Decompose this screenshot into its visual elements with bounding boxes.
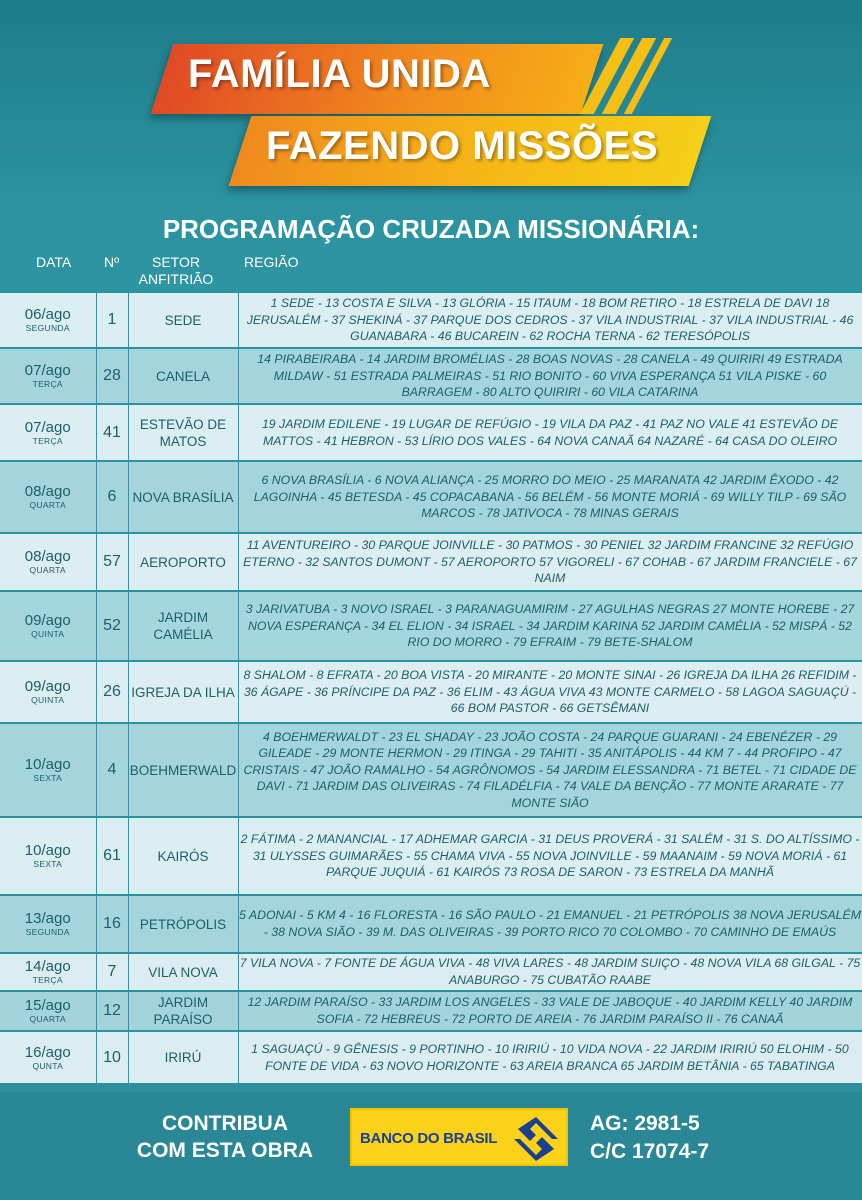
row-region: 8 SHALOM - 8 EFRATA - 20 BOA VISTA - 20 MIRANTE - 20 MONTE SINAI - 26 IGREJA DA ILHA 26 REFIDIM - 36 ÁGAPE - 36 PRÍNCIPE DA PAZ - 36 ELIM - 43 ÁGUA VIVA 43 MONTE CARMELO - 58 LAGOA SAGUAÇÚ - 66 BOM PASTOR - 66 GETSÊMANI xyxy=(238,661,862,723)
title-banner xyxy=(150,38,710,188)
row-weekday: QUARTA xyxy=(29,1014,66,1024)
schedule-row xyxy=(0,723,862,817)
row-number: 4 xyxy=(96,723,128,817)
contribute-line1: CONTRIBUA xyxy=(162,1112,288,1135)
row-host-sector: NOVA BRASÍLIA xyxy=(128,461,238,533)
row-host-sector: IGREJA DA ILHA xyxy=(128,661,238,723)
row-date-cell xyxy=(0,817,96,895)
row-weekday: SEGUNDA xyxy=(25,927,70,937)
row-date: 10/ago xyxy=(24,756,71,773)
schedule-row xyxy=(0,461,862,533)
schedule-row xyxy=(0,1031,862,1083)
row-date: 16/ago xyxy=(24,1043,71,1061)
row-date: 08/ago xyxy=(24,548,71,565)
row-host-sector: SEDE xyxy=(128,292,238,348)
row-weekday: TERÇA xyxy=(32,379,63,389)
row-date-cell xyxy=(0,533,96,591)
schedule-row xyxy=(0,404,862,461)
header-region: REGIÃO xyxy=(244,254,299,270)
row-number: 26 xyxy=(96,661,128,723)
row-host-sector: VILA NOVA xyxy=(128,953,238,991)
row-date: 10/ago xyxy=(24,842,71,859)
schedule-row xyxy=(0,991,862,1031)
schedule-row xyxy=(0,533,862,591)
header-host-sector: SETOR ANFITRIÃO xyxy=(138,254,214,287)
row-date-cell xyxy=(0,953,96,991)
row-region: 11 AVENTUREIRO - 30 PARQUE JOINVILLE - 30 PATMOS - 30 PENIEL 32 JARDIM FRANCINE 32 REFÚGIO ETERNO - 32 SANTOS DUMONT - 57 AEROPORTO 57 VIGORELI - 67 COHAB - 67 JARDIM FRANCIELE - 67 NAIM xyxy=(238,533,862,591)
row-region: 1 SAGUAÇÚ - 9 GÊNESIS - 9 PORTINHO - 10 IRIRIÚ - 10 VIDA NOVA - 22 JARDIM IRIRIÚ 50 ELOHIM - 50 FONTE DE VIDA - 63 NOVO HORIZONTE - 63 AREIA BRANCA 65 JARDIM BETÂNIA - 65 TABATINGA xyxy=(238,1031,862,1083)
row-weekday: QUINTA xyxy=(31,695,65,705)
row-date: 14/ago xyxy=(24,958,71,975)
row-host-sector: JARDIM PARAÍSO xyxy=(128,991,238,1031)
row-weekday: TERÇA xyxy=(32,435,63,446)
row-date: 07/ago xyxy=(24,418,71,436)
schedule-row xyxy=(0,348,862,404)
row-date-cell xyxy=(0,404,96,461)
row-date: 09/ago xyxy=(24,678,71,695)
row-number: 52 xyxy=(96,591,128,661)
row-number: 57 xyxy=(96,533,128,591)
bank-name: BANCO DO BRASIL xyxy=(360,1130,498,1147)
banner-title-line1: FAMÍLIA UNIDA xyxy=(188,52,491,96)
row-host-sector: AEROPORTO xyxy=(128,533,238,591)
row-date: 15/ago xyxy=(24,997,71,1014)
schedule-row xyxy=(0,661,862,723)
row-weekday: QUINTA xyxy=(31,629,65,639)
row-number: 6 xyxy=(96,461,128,533)
schedule-title: PROGRAMAÇÃO CRUZADA MISSIONÁRIA: xyxy=(162,214,700,244)
bank-account-info xyxy=(590,1110,709,1166)
row-date-cell xyxy=(0,591,96,661)
schedule-row xyxy=(0,292,862,348)
row-number: 28 xyxy=(96,348,128,404)
schedule-table xyxy=(0,291,862,1083)
row-region: 7 VILA NOVA - 7 FONTE DE ÁGUA VIVA - 48 VIVA LARES - 48 JARDIM SUIÇO - 48 NOVA VILA 68 GILGAL - 75 ANABURGO - 75 CUBATÃO RAABE xyxy=(238,953,862,991)
row-region: 2 FÁTIMA - 2 MANANCIAL - 17 ADHEMAR GARCIA - 31 DEUS PROVERÁ - 31 SALÉM - 31 S. DO ALTÍSSIMO - 31 ULYSSES GUIMARÃES - 55 CHAMA VIVA - 55 NOVA JOINVILLE - 59 MAANAIM - 59 NOVA MORIÁ - 61 PARQUE JUQUIÁ - 61 KAIRÓS 73 ROSA DE SARON - 73 ESTRELA DA MANHÃ xyxy=(238,817,862,895)
row-number: 16 xyxy=(96,895,128,953)
row-date: 08/ago xyxy=(24,483,71,500)
header-number: Nº xyxy=(104,254,120,270)
row-weekday: QUARTA xyxy=(29,500,66,510)
bank-emblem-icon xyxy=(512,1115,560,1163)
row-host-sector: PETRÓPOLIS xyxy=(128,895,238,953)
header-date: DATA xyxy=(36,254,72,270)
row-date-cell xyxy=(0,461,96,533)
row-weekday: SEXTA xyxy=(33,773,63,783)
bank-logo xyxy=(350,1108,568,1166)
row-date-cell xyxy=(0,991,96,1031)
row-host-sector: KAIRÓS xyxy=(128,817,238,895)
row-date: 06/ago xyxy=(24,306,71,323)
row-host-sector: ESTEVÃO DE MATOS xyxy=(128,404,238,461)
bank-account: C/C 17074-7 xyxy=(590,1140,710,1163)
row-number: 7 xyxy=(96,953,128,991)
row-host-sector: JARDIM CAMÉLIA xyxy=(128,591,238,661)
schedule-row xyxy=(0,953,862,991)
row-region: 19 JARDIM EDILENE - 19 LUGAR DE REFÚGIO - 19 VILA DA PAZ - 41 PAZ NO VALE 41 ESTEVÃO DE MATTOS - 41 HEBRON - 53 LÍRIO DOS VALES - 64 NOVA CANAÃ 64 NAZARÉ - 64 CASA DO OLEIRO xyxy=(238,404,862,461)
row-weekday: SEGUNDA xyxy=(25,323,70,333)
row-region: 12 JARDIM PARAÍSO - 33 JARDIM LOS ANGELES - 33 VALE DE JABOQUE - 40 JARDIM KELLY 40 JARDIM SOFIA - 72 HEBREUS - 72 PORTO DE AREIA - 76 JARDIM PARAÍSO II - 76 CANAÃ xyxy=(238,991,862,1031)
row-host-sector: BOEHMERWALD xyxy=(128,723,238,817)
row-date-cell xyxy=(0,723,96,817)
row-weekday: TERÇA xyxy=(32,975,63,985)
row-region: 14 PIRABEIRABA - 14 JARDIM BROMÉLIAS - 28 BOAS NOVAS - 28 CANELA - 49 QUIRIRI 49 ESTRADA MILDAW - 51 ESTRADA PALMEIRAS - 51 RIO BONITO - 60 VIVA ESPERANÇA 51 VILA PISKE - 60 BARRAGEM - 80 ALTO QUIRIRI - 60 VILA CATARINA xyxy=(238,348,862,404)
row-weekday: QUNTA xyxy=(32,1060,64,1071)
bank-agency: AG: 2981-5 xyxy=(590,1112,700,1135)
row-date-cell xyxy=(0,895,96,953)
footer xyxy=(0,1092,862,1200)
row-date-cell xyxy=(0,348,96,404)
schedule-row xyxy=(0,591,862,661)
schedule-row xyxy=(0,817,862,895)
schedule-row xyxy=(0,895,862,953)
banner-title-line2: FAZENDO MISSÕES xyxy=(266,124,658,168)
row-number: 10 xyxy=(96,1031,128,1083)
contribute-line2: COM ESTA OBRA xyxy=(136,1139,314,1162)
row-host-sector: IRIRÚ xyxy=(128,1031,238,1083)
row-weekday: QUARTA xyxy=(29,565,66,575)
row-date: 09/ago xyxy=(24,612,71,629)
row-region: 3 JARIVATUBA - 3 NOVO ISRAEL - 3 PARANAGUAMIRIM - 27 AGULHAS NEGRAS 27 MONTE HOREBE - 27 NOVA ESPERANÇA - 34 EL ELION - 34 ISRAEL - 34 JARDIM KARINA 52 JARDIM CAMÉLIA - 52 MISPÁ - 52 RIO DO MORRO - 79 EFRAIM - 79 BETE-SHALOM xyxy=(238,591,862,661)
row-host-sector: CANELA xyxy=(128,348,238,404)
row-date: 07/ago xyxy=(24,362,71,379)
row-date-cell xyxy=(0,1031,96,1083)
contribute-text xyxy=(120,1110,330,1164)
row-region: 4 BOEHMERWALDT - 23 EL SHADAY - 23 JOÃO COSTA - 24 PARQUE GUARANI - 24 EBENÉZER - 29 GILEADE - 29 MONTE HERMON - 29 ITINGA - 29 TAHITI - 35 ANITÁPOLIS - 44 KM 7 - 44 PROFIPO - 47 CRISTAIS - 47 JOÃO RAMALHO - 54 AGRÔNOMOS - 54 JARDIM ELESSANDRA - 71 BETEL - 71 CIDADE DE DAVI - 71 JARDIM DAS OLIVEIRAS - 74 FILADÉLFIA - 74 VALE DA BENÇÃO - 77 MONTE ARARATE - 77 MONTE SIÃO xyxy=(238,723,862,817)
row-region: 5 ADONAI - 5 KM 4 - 16 FLORESTA - 16 SÃO PAULO - 21 EMANUEL - 21 PETRÓPOLIS 38 NOVA JERUSALÉM - 38 NOVA SIÃO - 39 M. DAS OLIVEIRAS - 39 PORTO RICO 70 COLOMBO - 70 CAMINHO DE EMAÚS xyxy=(238,895,862,953)
row-weekday: SEXTA xyxy=(33,859,63,869)
row-number: 41 xyxy=(96,404,128,461)
row-date-cell xyxy=(0,292,96,348)
row-date-cell xyxy=(0,661,96,723)
row-date: 13/ago xyxy=(24,910,71,927)
row-region: 1 SEDE - 13 COSTA E SILVA - 13 GLÓRIA - 15 ITAUM - 18 BOM RETIRO - 18 ESTRELA DE DAVI 18 JERUSALÉM - 37 SHEKINÁ - 37 PARQUE DOS CEDROS - 37 VILA INDUSTRIAL - 37 VILA INDUSTRIAL - 46 GUANABARA - 46 BUCAREIN - 62 ROCHA TERNA - 62 TERESÓPOLIS xyxy=(238,292,862,348)
row-region: 6 NOVA BRASÍLIA - 6 NOVA ALIANÇA - 25 MORRO DO MEIO - 25 MARANATA 42 JARDIM ÊXODO - 42 LAGOINHA - 45 BETESDA - 45 COPACABANA - 56 BELÉM - 56 MONTE MORIÁ - 69 WILLY TILP - 69 SÃO MARCOS - 78 JATIVOCA - 78 MINAS GERAIS xyxy=(238,461,862,533)
row-number: 1 xyxy=(96,292,128,348)
row-number: 12 xyxy=(96,991,128,1031)
row-number: 61 xyxy=(96,817,128,895)
